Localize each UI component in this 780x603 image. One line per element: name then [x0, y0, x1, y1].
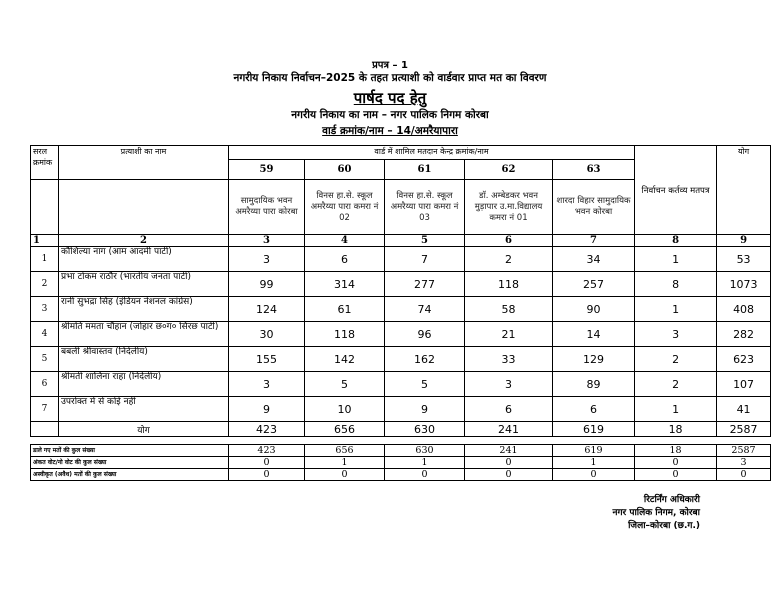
station-number: 62	[465, 160, 553, 180]
vote-count: 7	[385, 247, 465, 272]
summary-value: 3	[717, 457, 771, 469]
station-name: विनस हा.से. स्कूल अमरैय्या पारा कमरा नं 03	[385, 180, 465, 235]
serial-number: 2	[31, 272, 59, 297]
summary-row	[31, 469, 771, 481]
vote-count: 61	[305, 297, 385, 322]
vote-count: 33	[465, 347, 553, 372]
candidate-name: बबली श्रीवास्तव (निर्दलीय)	[59, 347, 229, 372]
row-total: 107	[717, 372, 771, 397]
vote-count: 3	[229, 372, 305, 397]
form-number: प्रपत्र – 1	[372, 60, 408, 71]
vote-count: 118	[305, 322, 385, 347]
column-index: 3	[229, 235, 305, 247]
votes-table	[30, 145, 771, 437]
summary-table	[30, 444, 771, 481]
vote-count: 21	[465, 322, 553, 347]
total-cell: 656	[305, 422, 385, 437]
candidate-row	[31, 372, 771, 397]
summary-value: 0	[465, 457, 553, 469]
vote-count: 10	[305, 397, 385, 422]
summary-value: 18	[635, 445, 717, 457]
vote-count: 6	[305, 247, 385, 272]
serial-number: 4	[31, 322, 59, 347]
row-total: 623	[717, 347, 771, 372]
vote-count: 89	[553, 372, 635, 397]
duty-vote-count: 8	[635, 272, 717, 297]
vote-count: 3	[229, 247, 305, 272]
candidate-row	[31, 272, 771, 297]
candidate-name: श्रीमति ममता चौहान (जोहार छ०ग० सिरछ पार्टी)	[59, 322, 229, 347]
vote-count: 9	[385, 397, 465, 422]
column-index: 8	[635, 235, 717, 247]
summary-value: 1	[385, 457, 465, 469]
row-total: 282	[717, 322, 771, 347]
row-total: 408	[717, 297, 771, 322]
station-name: डॉ. अम्बेडकर भवन मुड़ापार उ.मा.विद्यालय कमरा नं 01	[465, 180, 553, 235]
candidate-row	[31, 347, 771, 372]
empty-cell	[31, 180, 59, 235]
candidate-name: उपरोक्त में से कोई नहीं	[59, 397, 229, 422]
summary-row	[31, 445, 771, 457]
station-number: 59	[229, 160, 305, 180]
candidate-name: श्रीमती शालिना राहा (निर्दलीय)	[59, 372, 229, 397]
candidate-row	[31, 247, 771, 272]
summary-value: 241	[465, 445, 553, 457]
candidate-row	[31, 322, 771, 347]
vote-count: 58	[465, 297, 553, 322]
duty-vote-count: 3	[635, 322, 717, 347]
vote-count: 74	[385, 297, 465, 322]
summary-value: 423	[229, 445, 305, 457]
column-index: 7	[553, 235, 635, 247]
duty-header: निर्वाचन कर्तव्य मतपत्र	[635, 146, 717, 235]
summary-value: 2587	[717, 445, 771, 457]
candidate-row	[31, 297, 771, 322]
summary-value: 0	[717, 469, 771, 481]
summary-value: 0	[553, 469, 635, 481]
summary-value: 0	[229, 457, 305, 469]
total-cell: 630	[385, 422, 465, 437]
officer-title: रिटर्निंग अधिकारी	[643, 495, 700, 505]
candidate-name: प्रभा टोकम राठौर (भारतीय जनता पार्टी)	[59, 272, 229, 297]
total-header: योग	[717, 146, 771, 235]
column-index: 1	[31, 235, 59, 247]
station-name: शारदा विहार सामुदायिक भवन कोरबा	[553, 180, 635, 235]
serial-number: 6	[31, 372, 59, 397]
vote-count: 5	[385, 372, 465, 397]
vote-count: 124	[229, 297, 305, 322]
summary-value: 619	[553, 445, 635, 457]
vote-count: 30	[229, 322, 305, 347]
candidate-name: रानी सुभद्रा सिंह (इंडियन नेशनल कांग्रेस)	[59, 297, 229, 322]
candidate-header: प्रत्याशी का नाम	[59, 146, 229, 180]
station-number: 61	[385, 160, 465, 180]
summary-value: 656	[305, 445, 385, 457]
column-index: 4	[305, 235, 385, 247]
duty-vote-count: 1	[635, 397, 717, 422]
vote-count: 155	[229, 347, 305, 372]
vote-count: 129	[553, 347, 635, 372]
column-index: 9	[717, 235, 771, 247]
vote-count: 6	[553, 397, 635, 422]
vote-count: 162	[385, 347, 465, 372]
document-subtitle: नगरीय निकाय निर्वाचन–2025 के तहत प्रत्याशी को वार्डवार प्राप्त मत का विवरण	[233, 72, 547, 84]
summary-value: 630	[385, 445, 465, 457]
summary-label: अस्वीकृत (अवैध) मतों की कुल संख्या	[31, 469, 229, 481]
duty-vote-count: 1	[635, 297, 717, 322]
serial-number: 7	[31, 397, 59, 422]
vote-count: 90	[553, 297, 635, 322]
summary-row	[31, 457, 771, 469]
summary-value: 1	[553, 457, 635, 469]
vote-count: 9	[229, 397, 305, 422]
vote-count: 96	[385, 322, 465, 347]
summary-label: डाले गए मतों की कुल संख्या	[31, 445, 229, 457]
vote-count: 142	[305, 347, 385, 372]
total-label: योग	[59, 422, 229, 437]
station-name: विनस हा.से. स्कूल अमरैय्या पारा कमरा नं 02	[305, 180, 385, 235]
summary-value: 0	[635, 469, 717, 481]
empty-cell	[31, 422, 59, 437]
row-total: 1073	[717, 272, 771, 297]
vote-count: 6	[465, 397, 553, 422]
total-cell: 18	[635, 422, 717, 437]
column-index: 2	[59, 235, 229, 247]
vote-count: 5	[305, 372, 385, 397]
vote-count: 99	[229, 272, 305, 297]
total-cell: 2587	[717, 422, 771, 437]
serial-number: 5	[31, 347, 59, 372]
serial-number: 1	[31, 247, 59, 272]
ward-name: वार्ड क्रमांक/नाम – 14/अमरैयापारा	[322, 125, 458, 137]
summary-value: 0	[305, 469, 385, 481]
summary-value: 0	[465, 469, 553, 481]
officer-district: जिला–कोरबा (छ.ग.)	[628, 521, 700, 531]
duty-vote-count: 2	[635, 347, 717, 372]
vote-count: 314	[305, 272, 385, 297]
vote-count: 34	[553, 247, 635, 272]
serial-header: सरल क्रमांक	[31, 146, 59, 180]
vote-count: 277	[385, 272, 465, 297]
empty-cell	[59, 180, 229, 235]
duty-vote-count: 1	[635, 247, 717, 272]
body-name: नगरीय निकाय का नाम – नगर पालिक निगम कोरबा	[291, 109, 489, 121]
vote-count: 2	[465, 247, 553, 272]
stations-header: वार्ड में शामिल मतदान केन्द्र क्रमांक/नाम	[229, 146, 635, 160]
column-index: 5	[385, 235, 465, 247]
total-cell: 423	[229, 422, 305, 437]
station-number: 60	[305, 160, 385, 180]
vote-count: 118	[465, 272, 553, 297]
row-total: 53	[717, 247, 771, 272]
summary-value: 1	[305, 457, 385, 469]
candidate-name: कौशिल्या नाग (आम आदमी पार्टी)	[59, 247, 229, 272]
row-total: 41	[717, 397, 771, 422]
candidate-row	[31, 397, 771, 422]
summary-value: 0	[385, 469, 465, 481]
duty-vote-count: 2	[635, 372, 717, 397]
summary-label: अंकत वोट/नो वोट की कुल संख्या	[31, 457, 229, 469]
vote-count: 14	[553, 322, 635, 347]
post-title: पार्षद पद हेतु	[353, 89, 427, 107]
vote-count: 257	[553, 272, 635, 297]
total-cell: 619	[553, 422, 635, 437]
total-cell: 241	[465, 422, 553, 437]
station-number: 63	[553, 160, 635, 180]
station-name: सामुदायिक भवन अमरैय्या पारा कोरबा	[229, 180, 305, 235]
summary-value: 0	[635, 457, 717, 469]
serial-number: 3	[31, 297, 59, 322]
summary-value: 0	[229, 469, 305, 481]
vote-count: 3	[465, 372, 553, 397]
officer-office: नगर पालिक निगम, कोरबा	[612, 508, 700, 518]
column-index: 6	[465, 235, 553, 247]
